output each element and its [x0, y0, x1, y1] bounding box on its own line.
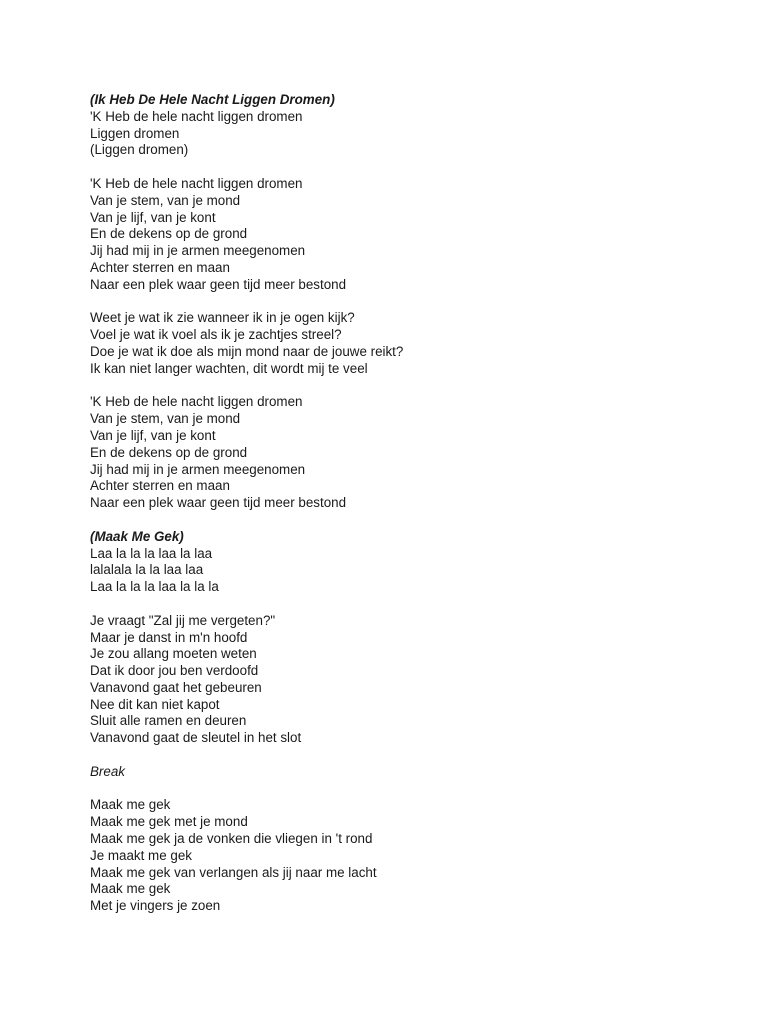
lyric-line: 'K Heb de hele nacht liggen dromen [90, 394, 303, 410]
lyric-line: lalalala la la laa laa [90, 562, 204, 578]
stanza-spacer [90, 159, 730, 176]
lyric-line: Maak me gek [90, 881, 171, 897]
lyric-line: Voel je wat ik voel als ik je zachtjes streel? [90, 327, 342, 343]
stanza-spacer [90, 596, 730, 613]
lyric-line: Je maakt me gek [90, 847, 192, 863]
lyric-line: 'K Heb de hele nacht liggen dromen [90, 175, 303, 191]
stanza-spacer [90, 378, 730, 395]
lyric-line: Jij had mij in je armen meegenomen [90, 243, 306, 259]
lyric-line: Je zou allang moeten weten [90, 646, 257, 662]
lyric-line: Weet je wat ik zie wanneer ik in je ogen kijk? [90, 310, 355, 326]
lyric-line: Maak me gek [90, 797, 171, 813]
lyric-line: Van je lijf, van je kont [90, 427, 216, 443]
lyric-line: Vanavond gaat het gebeuren [90, 679, 262, 695]
lyric-line: Van je lijf, van je kont [90, 209, 216, 225]
section-note: Break [90, 763, 125, 779]
lyric-line: Maak me gek ja de vonken die vliegen in 't rond [90, 831, 373, 847]
lyric-line: Van je stem, van je mond [90, 192, 241, 208]
lyric-line: Maak me gek met je mond [90, 814, 248, 830]
lyric-line: Achter sterren en maan [90, 478, 230, 494]
lyric-line: Laa la la la laa la la la [90, 579, 219, 595]
lyric-line: Maar je danst in m'n hoofd [90, 629, 248, 645]
lyric-line: Doe je wat ik doe als mijn mond naar de jouwe reikt? [90, 343, 404, 359]
lyric-line: Achter sterren en maan [90, 259, 230, 275]
lyric-line: Laa la la la laa la laa [90, 545, 213, 561]
lyric-line: En de dekens op de grond [90, 226, 248, 242]
lyric-line: Jij had mij in je armen meegenomen [90, 461, 306, 477]
stanza-spacer [90, 294, 730, 311]
lyric-line: Dat ik door jou ben verdoofd [90, 663, 259, 679]
section-heading: (Maak Me Gek) [90, 528, 184, 544]
lyric-line: 'K Heb de hele nacht liggen dromen [90, 108, 303, 124]
lyric-line: Van je stem, van je mond [90, 411, 241, 427]
lyric-line: Met je vingers je zoen [90, 898, 221, 914]
lyric-line: Ik kan niet langer wachten, dit wordt mij te veel [90, 360, 368, 376]
lyric-line: Naar een plek waar geen tijd meer bestond [90, 495, 347, 511]
lyric-line: Naar een plek waar geen tijd meer bestond [90, 276, 347, 292]
lyric-line: Vanavond gaat de sleutel in het slot [90, 730, 302, 746]
stanza-spacer [90, 781, 730, 798]
lyrics-document [90, 92, 730, 915]
section-heading: (Ik Heb De Hele Nacht Liggen Dromen) [90, 92, 335, 107]
lyric-line: Liggen dromen [90, 125, 180, 141]
stanza-spacer [90, 747, 730, 764]
lyric-line: Je vraagt "Zal jij me vergeten?" [90, 612, 276, 628]
lyric-line: (Liggen dromen) [90, 142, 189, 158]
lyric-line: Maak me gek van verlangen als jij naar me lacht [90, 864, 377, 880]
lyric-line: Nee dit kan niet kapot [90, 696, 220, 712]
lyric-line: Sluit alle ramen en deuren [90, 713, 247, 729]
lyric-line: En de dekens op de grond [90, 444, 248, 460]
stanza-spacer [90, 512, 730, 529]
